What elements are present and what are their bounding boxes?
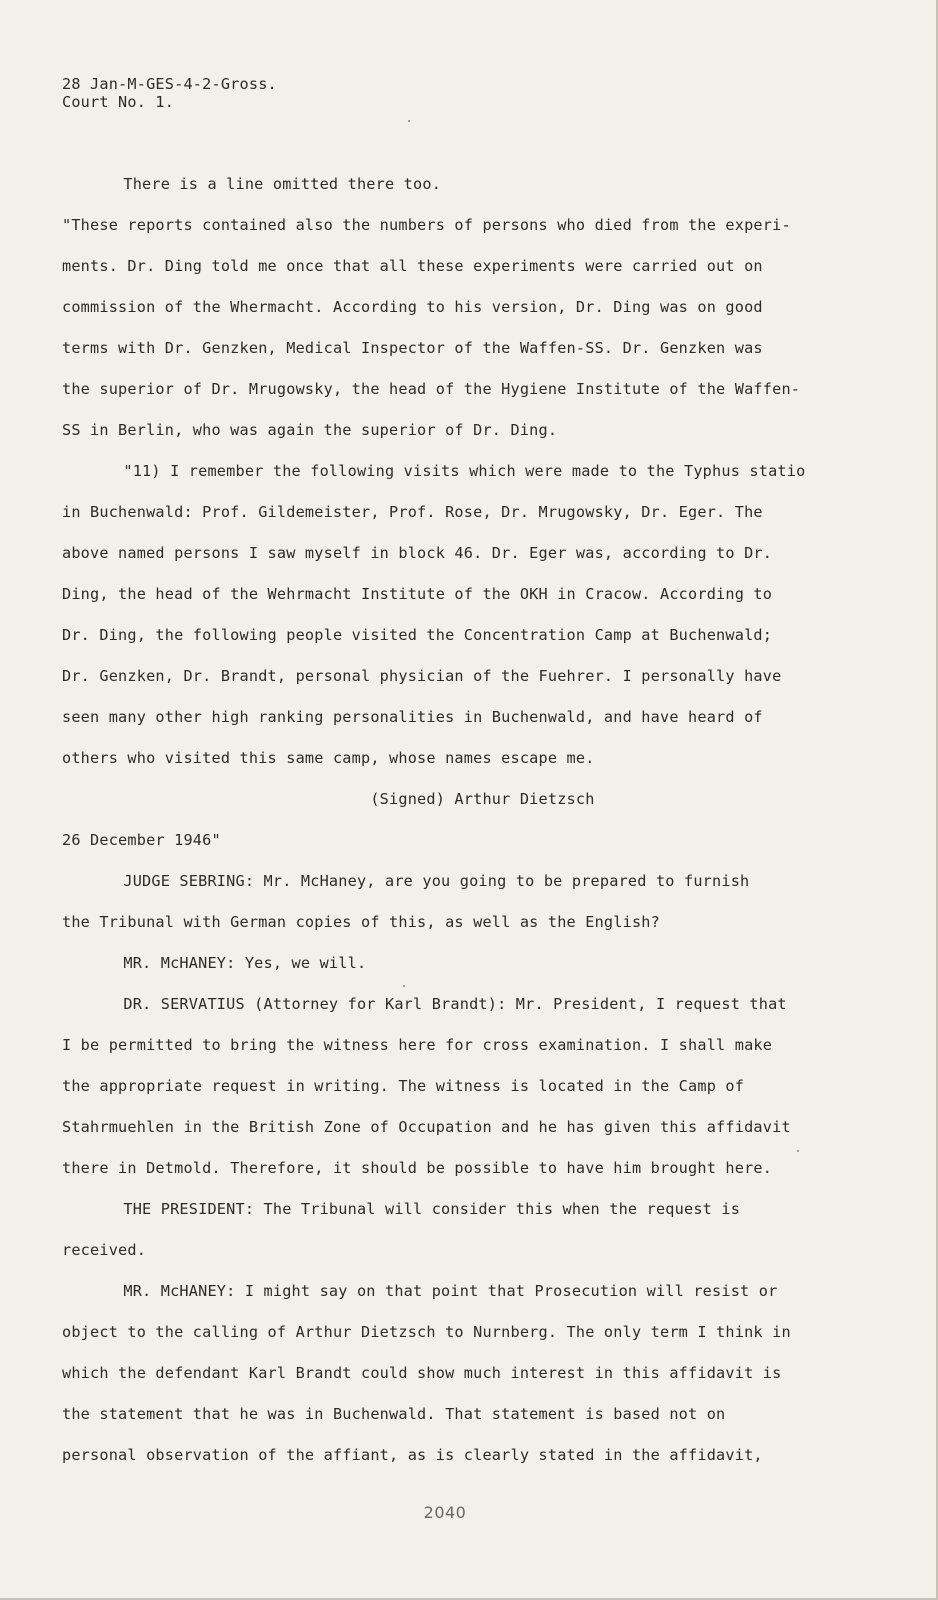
- body-line: above named persons I saw myself in block 46. Dr. Eger was, according to Dr.: [62, 544, 773, 562]
- body-line: object to the calling of Arthur Dietzsch to Nurnberg. The only term I think in: [62, 1323, 791, 1341]
- body-line: MR. McHANEY: I might say on that point that Prosecution will resist or: [86, 1282, 778, 1300]
- paper-speck: [797, 1150, 799, 1152]
- body-line: terms with Dr. Genzken, Medical Inspector of the Waffen-SS. Dr. Genzken was: [62, 339, 763, 357]
- body-line: SS in Berlin, who was again the superior of Dr. Ding.: [62, 421, 558, 439]
- body-line: commission of the Whermacht. According to his version, Dr. Ding was on good: [62, 298, 763, 316]
- body-line: THE PRESIDENT: The Tribunal will consider this when the request is: [86, 1200, 741, 1218]
- body-line: There is a line omitted there too.: [86, 175, 442, 193]
- body-line: DR. SERVATIUS (Attorney for Karl Brandt): Mr. President, I request that: [86, 995, 787, 1013]
- signature-line: (Signed) Arthur Dietzsch: [62, 790, 595, 808]
- body-line: ments. Dr. Ding told me once that all these experiments were carried out on: [62, 257, 763, 275]
- body-line: received.: [62, 1241, 147, 1259]
- body-line: in Buchenwald: Prof. Gildemeister, Prof. Rose, Dr. Mrugowsky, Dr. Eger. The: [62, 503, 763, 521]
- document-header-reference: 28 Jan-M-GES-4-2-Gross.: [62, 75, 277, 93]
- date-line: 26 December 1946": [62, 831, 221, 849]
- body-line: personal observation of the affiant, as is clearly stated in the affidavit,: [62, 1446, 763, 1464]
- body-line: seen many other high ranking personalities in Buchenwald, and have heard of: [62, 708, 763, 726]
- body-line: Dr. Ding, the following people visited the Concentration Camp at Buchenwald;: [62, 626, 773, 644]
- body-line: the superior of Dr. Mrugowsky, the head of the Hygiene Institute of the Waffen-: [62, 380, 801, 398]
- body-line: MR. McHANEY: Yes, we will.: [86, 954, 367, 972]
- body-line: Ding, the head of the Wehrmacht Institute of the OKH in Cracow. According to: [62, 585, 773, 603]
- document-header-court: Court No. 1.: [62, 93, 175, 111]
- page-number: 2040: [423, 1503, 467, 1522]
- paper-speck: [403, 985, 405, 987]
- body-line: there in Detmold. Therefore, it should be possible to have him brought here.: [62, 1159, 773, 1177]
- body-line: "11) I remember the following visits which were made to the Typhus statio: [86, 462, 806, 480]
- body-line: JUDGE SEBRING: Mr. McHaney, are you going to be prepared to furnish: [86, 872, 750, 890]
- body-line: others who visited this same camp, whose names escape me.: [62, 749, 595, 767]
- body-line: the Tribunal with German copies of this, as well as the English?: [62, 913, 660, 931]
- paper-speck: [408, 120, 410, 122]
- body-line: the appropriate request in writing. The witness is located in the Camp of: [62, 1077, 745, 1095]
- body-line: which the defendant Karl Brandt could show much interest in this affidavit is: [62, 1364, 782, 1382]
- body-line: the statement that he was in Buchenwald. That statement is based not on: [62, 1405, 726, 1423]
- body-line: I be permitted to bring the witness here for cross examination. I shall make: [62, 1036, 773, 1054]
- body-line: Dr. Genzken, Dr. Brandt, personal physician of the Fuehrer. I personally have: [62, 667, 782, 685]
- body-line: Stahrmuehlen in the British Zone of Occupation and he has given this affidavit: [62, 1118, 791, 1136]
- body-line: "These reports contained also the numbers of persons who died from the experi-: [62, 216, 791, 234]
